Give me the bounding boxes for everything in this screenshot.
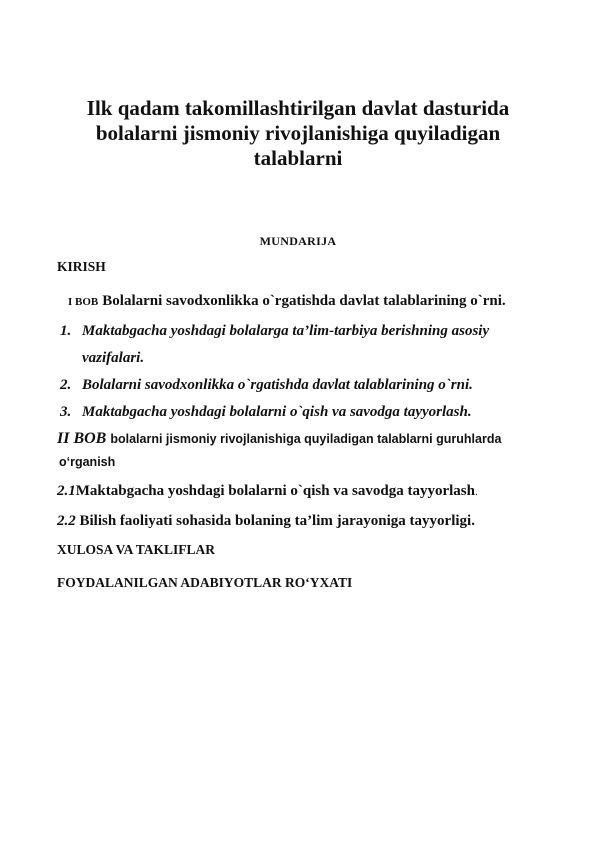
toc-chapter1: [68, 292, 506, 310]
chapter2-label: II BOB: [57, 430, 107, 447]
toc-conclusion: XULOSA VA TAKLIFLAR: [57, 542, 216, 557]
toc-item-1-1: [60, 323, 489, 340]
item-text: Maktabgacha yoshdagi bolalarni o`qish va savodga tayyorlash.: [82, 404, 472, 420]
item-number: 1.: [60, 323, 72, 339]
toc-chapter2-cont: o‘rganish: [59, 455, 116, 469]
toc-chapter2: [57, 430, 501, 448]
chapter1-label: I BOB: [68, 296, 99, 308]
toc-item-1-2: [60, 377, 473, 394]
item-suffix: .: [475, 486, 478, 498]
item-text: Maktabgacha yoshdagi bolalarga ta’lim-tarbiya berishning asosiy: [82, 323, 490, 339]
document-title: Ilk qadam takomillashtirilgan davlat dasturida bolalarni jismoniy rivojlanishiga quyiladigan talablarni: [86, 96, 510, 170]
chapter1-title: Bolalarni savodxonlikka o`rgatishda davlat talablarining o`rni.: [102, 293, 506, 309]
toc-item-1-1-cont: vazifalari.: [82, 350, 145, 366]
toc-item-1-3: [60, 404, 472, 421]
chapter2-title: bolalarni jismoniy rivojlanishiga quyiladigan talablarni guruhlarda: [110, 432, 502, 446]
item-number: 2.1: [57, 483, 76, 499]
item-text: Bilish faoliyati sohasida bolaning ta’lim jarayoniga tayyorligi.: [79, 513, 475, 529]
item-text: Maktabgacha yoshdagi bolalarni o`qish va savodga tayyorlash: [75, 483, 475, 499]
item-text: Bolalarni savodxonlikka o`rgatishda davlat talablarining o`rni.: [82, 377, 473, 393]
toc-intro: KIRISH: [57, 259, 106, 274]
item-number: 3.: [60, 404, 72, 420]
toc-item-2-2: [57, 513, 475, 530]
item-number: 2.: [60, 377, 72, 393]
toc-references: FOYDALANILGAN ADABIYOTLAR RO‘YXATI: [57, 575, 353, 590]
item-number: 2.2: [57, 513, 76, 529]
toc-item-2-1: [57, 483, 478, 500]
contents-heading: MUNDARIJA: [259, 234, 337, 248]
